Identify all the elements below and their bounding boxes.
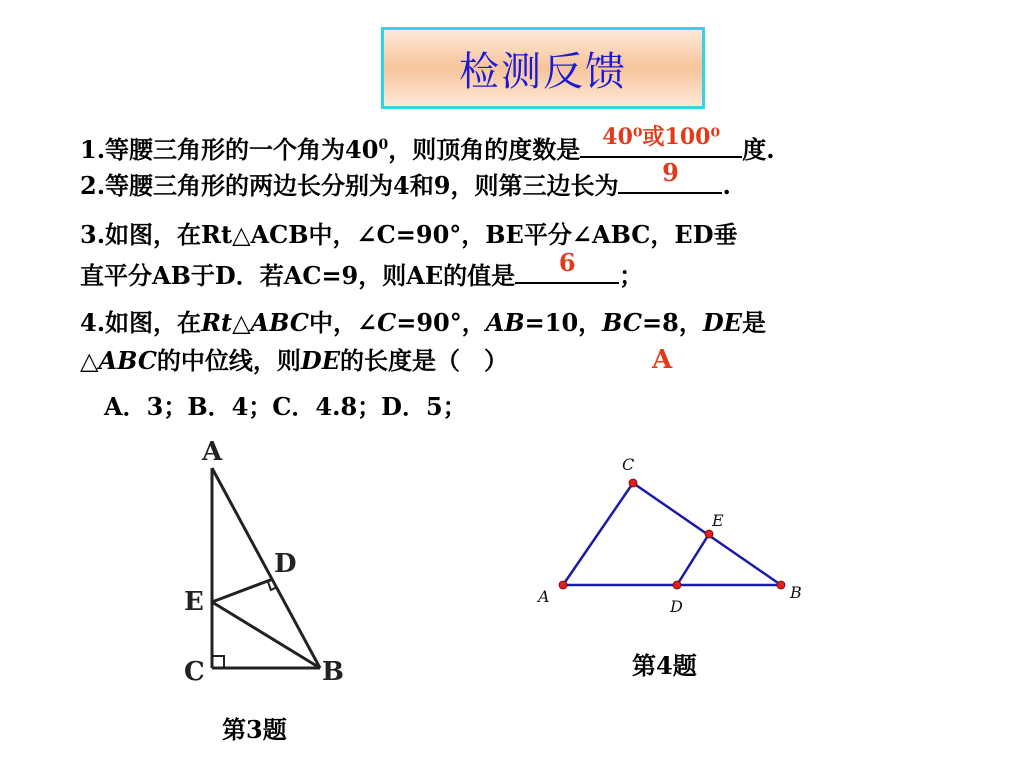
figure-3: [170, 430, 360, 690]
q4-text: =8，: [642, 308, 703, 337]
q1-answer: 40⁰或100⁰: [602, 124, 721, 150]
q3-line1: 3.如图，在Rt△ACB中，∠C=90°，BE平分∠ABC，ED垂: [80, 220, 738, 249]
q3-line2: 直平分AB于D．若AC=9，则AE的值是: [80, 261, 516, 290]
q4-text: 4.如图，在: [80, 308, 202, 337]
q1-sup: 0: [378, 137, 389, 153]
fig3-right-angle-c: [212, 656, 224, 668]
q4-options: A．3；B．4；C．4.8；D．5；: [104, 392, 467, 421]
fig4-label-e: E: [712, 511, 724, 530]
q4-text: 的长度是（ ）: [340, 346, 509, 375]
figure-4: [530, 450, 820, 620]
fig4-point-c: [629, 479, 637, 487]
q3-blank: [515, 248, 619, 284]
q1-end: 度.: [742, 135, 775, 164]
figure-3-caption: 第3题: [222, 715, 287, 744]
q2-answer: 9: [662, 158, 679, 187]
q4-text: AB: [485, 308, 525, 337]
fig3-label-e: E: [184, 587, 204, 617]
fig3-label-b: B: [322, 657, 344, 687]
q2-text: 2.等腰三角形的两边长分别为4和9，则第三边长为: [80, 171, 619, 200]
q1-text: 1.等腰三角形的一个角为40: [80, 135, 379, 164]
q4-text: ABC: [98, 346, 157, 375]
question-3-line-2: [80, 248, 644, 293]
fig3-label-a: A: [202, 437, 223, 467]
question-4-line-1: [80, 306, 766, 340]
q4-text: DE: [702, 308, 742, 337]
fig4-point-d: [673, 581, 681, 589]
fig3-label-d: D: [274, 549, 297, 579]
q4-text: C: [377, 308, 397, 337]
q1-blank: [580, 124, 742, 158]
fig4-side-ac: [563, 483, 633, 585]
fig4-label-c: C: [622, 455, 635, 474]
q4-text: =90°，: [396, 308, 486, 337]
fig3-side-ab: [212, 468, 320, 668]
fig3-label-c: C: [184, 657, 205, 687]
q4-text: DE: [300, 346, 341, 375]
fig4-point-b: [777, 581, 785, 589]
question-3-line-1: [80, 218, 738, 252]
page-title: 检测反馈: [459, 48, 627, 95]
fig4-label-d: D: [670, 597, 683, 616]
q3-end: ；: [619, 261, 644, 290]
question-2: [80, 158, 731, 203]
fig4-segment-de: [677, 534, 709, 585]
q4-answer: A: [652, 345, 673, 375]
q4-text: 是: [741, 308, 766, 337]
fig4-point-e: [705, 530, 713, 538]
q4-text: =10，: [524, 308, 603, 337]
q4-text: △: [80, 346, 99, 375]
fig4-point-a: [559, 581, 567, 589]
fig3-segment-ed: [212, 579, 273, 602]
q4-text: BC: [602, 308, 643, 337]
title-box: [381, 27, 705, 109]
q4-text: 的中位线，则: [156, 346, 301, 375]
fig4-label-a: A: [538, 587, 550, 606]
fig4-label-b: B: [790, 583, 802, 602]
q2-end: .: [722, 171, 731, 200]
q4-text: Rt△ABC: [201, 308, 310, 337]
q1-after: ，则顶角的度数是: [388, 135, 581, 164]
question-4-line-2: [80, 344, 508, 378]
q3-answer: 6: [558, 248, 576, 277]
q4-text: 中，∠: [309, 308, 378, 337]
figure-4-caption: 第4题: [632, 651, 697, 680]
q2-blank: [618, 158, 722, 194]
